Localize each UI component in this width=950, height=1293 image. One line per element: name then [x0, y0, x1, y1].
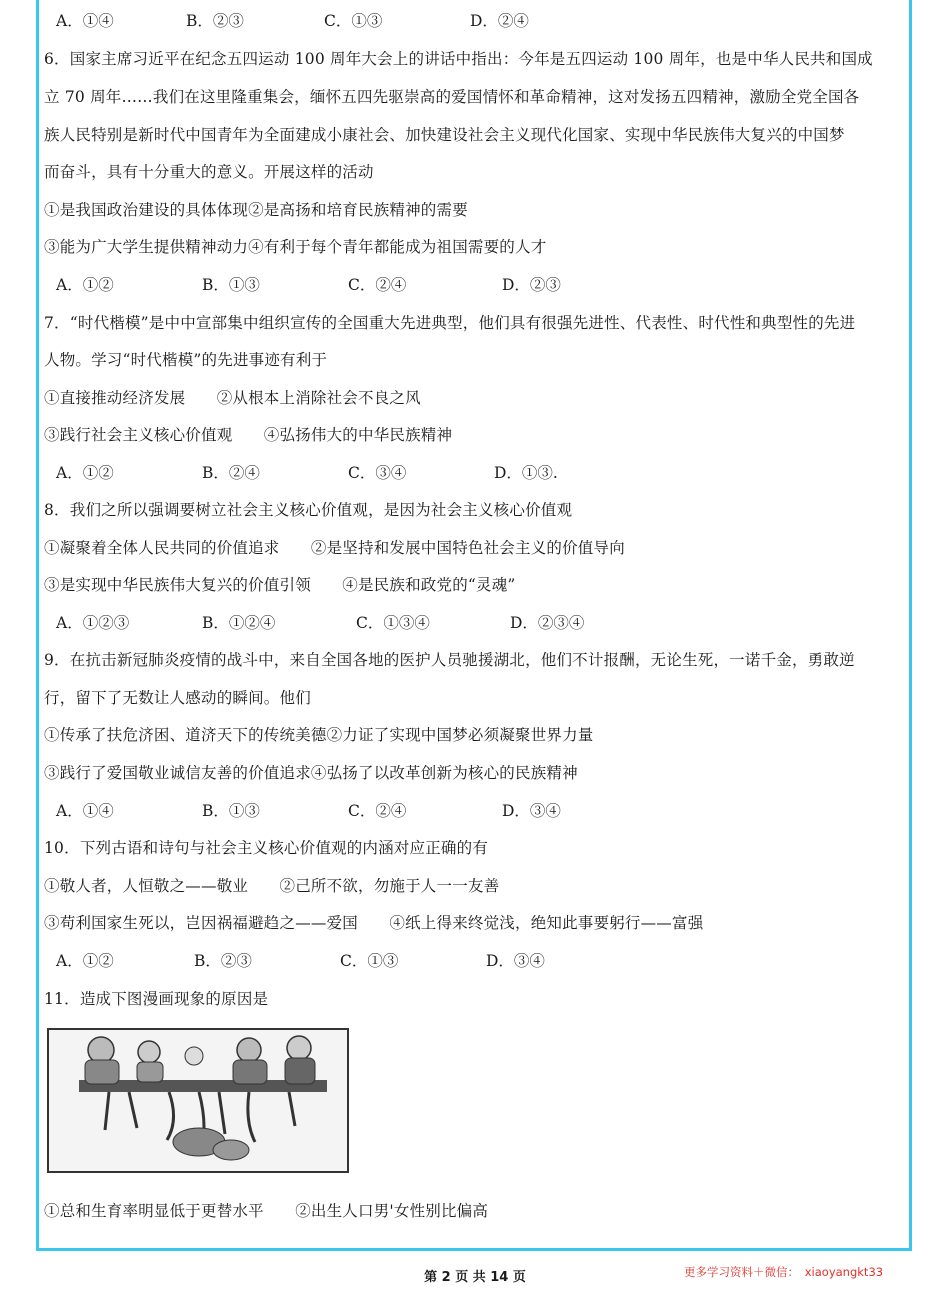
- q9-statement: ③践行了爱国敬业诚信友善的价值追求④弘扬了以改革创新为核心的民族精神: [44, 764, 578, 782]
- q6-statement: ③能为广大学生提供精神动力④有利于每个青年都能成为祖国需要的人才: [44, 238, 547, 256]
- q6-stem-line: 6．国家主席习近平在纪念五四运动 100 周年大会上的讲话中指出：今年是五四运动 100 周年，也是中华人民共和国成: [44, 50, 873, 68]
- q9-stem-line: 行，留下了无数让人感动的瞬间。他们: [44, 689, 311, 707]
- q7-stem-line: 人物。学习“时代楷模”的先进事迹有利于: [44, 351, 328, 369]
- q8-option-b: B．①②④: [202, 614, 276, 632]
- q10-option-a: A．①②: [56, 952, 114, 970]
- q9-stem-line: 9．在抗击新冠肺炎疫情的战斗中，来自全国各地的医护人员驰援湖北，他们不计报酬，无论生死，一诺千金，勇敢逆: [44, 651, 855, 669]
- q5-option-c: C．①③: [324, 12, 383, 30]
- promo-note: 更多学习资料＋微信： xiaoyangkt33: [684, 1265, 884, 1279]
- q10-statement: ③苟利国家生死以，岂因祸福避趋之——爱国 ④纸上得来终觉浅，绝知此事要躬行——富强: [44, 914, 704, 932]
- q6-option-d: D．②③: [502, 276, 561, 294]
- q5-option-d: D．②④: [470, 12, 529, 30]
- cartoon-image: [47, 1028, 349, 1173]
- q7-statement: ③践行社会主义核心价值观 ④弘扬伟大的中华民族精神: [44, 426, 453, 444]
- q7-option-d: D．①③.: [494, 464, 558, 482]
- q6-option-a: A．①②: [56, 276, 114, 294]
- cartoon-drawing: [49, 1030, 347, 1171]
- page-number: 第 2 页 共 14 页: [424, 1270, 526, 1285]
- q8-statement: ①凝聚着全体人民共同的价值追求 ②是坚持和发展中国特色社会主义的价值导向: [44, 539, 625, 557]
- q7-option-b: B．②④: [202, 464, 260, 482]
- q5-option-a: A．①④: [56, 12, 114, 30]
- q11-statement: ①总和生育率明显低于更替水平 ②出生人口男'女性别比偏高: [44, 1202, 489, 1220]
- q10-stem-line: 10．下列古语和诗句与社会主义核心价值观的内涵对应正确的有: [44, 839, 489, 857]
- q8-option-c: C．①③④: [356, 614, 430, 632]
- q6-option-b: B．①③: [202, 276, 260, 294]
- q10-option-c: C．①③: [340, 952, 399, 970]
- q7-stem-line: 7．“时代楷模”是中中宣部集中组织宣传的全国重大先进典型，他们具有很强先进性、代表性、时代性和典型性的先进: [44, 314, 856, 332]
- q8-stem-line: 8．我们之所以强调要树立社会主义核心价值观，是因为社会主义核心价值观: [44, 501, 573, 519]
- q6-option-c: C．②④: [348, 276, 407, 294]
- q9-option-c: C．②④: [348, 802, 407, 820]
- q11-stem-line: 11．造成下图漫画现象的原因是: [44, 990, 269, 1008]
- q8-statement: ③是实现中华民族伟大复兴的价值引领 ④是民族和政党的“灵魂”: [44, 576, 516, 594]
- q8-option-d: D．②③④: [510, 614, 585, 632]
- q7-option-a: A．①②: [56, 464, 114, 482]
- q9-option-b: B．①③: [202, 802, 260, 820]
- q7-option-c: C．③④: [348, 464, 407, 482]
- q9-option-a: A．①④: [56, 802, 114, 820]
- q9-option-d: D．③④: [502, 802, 561, 820]
- q6-stem-line: 族人民特别是新时代中国青年为全面建成小康社会、加快建设社会主义现代化国家、实现中华民族伟大复兴的中国梦: [44, 126, 845, 144]
- q10-statement: ①敬人者，人恒敬之——敬业 ②己所不欲，勿施于人一一友善: [44, 877, 500, 895]
- q5-option-b: B．②③: [186, 12, 244, 30]
- q6-statement: ①是我国政治建设的具体体现②是高扬和培育民族精神的需要: [44, 201, 468, 219]
- q7-statement: ①直接推动经济发展 ②从根本上消除社会不良之风: [44, 389, 421, 407]
- q10-option-d: D．③④: [486, 952, 545, 970]
- q10-option-b: B．②③: [194, 952, 252, 970]
- q6-stem-line: 而奋斗，具有十分重大的意义。开展这样的活动: [44, 163, 374, 181]
- q6-stem-line: 立 70 周年……我们在这里隆重集会，缅怀五四先驱崇高的爱国情怀和革命精神，这对发扬五四精神，激励全党全国各: [44, 88, 860, 106]
- q8-option-a: A．①②③: [56, 614, 130, 632]
- q9-statement: ①传承了扶危济困、道济天下的传统美德②力证了实现中国梦必须凝聚世界力量: [44, 726, 594, 744]
